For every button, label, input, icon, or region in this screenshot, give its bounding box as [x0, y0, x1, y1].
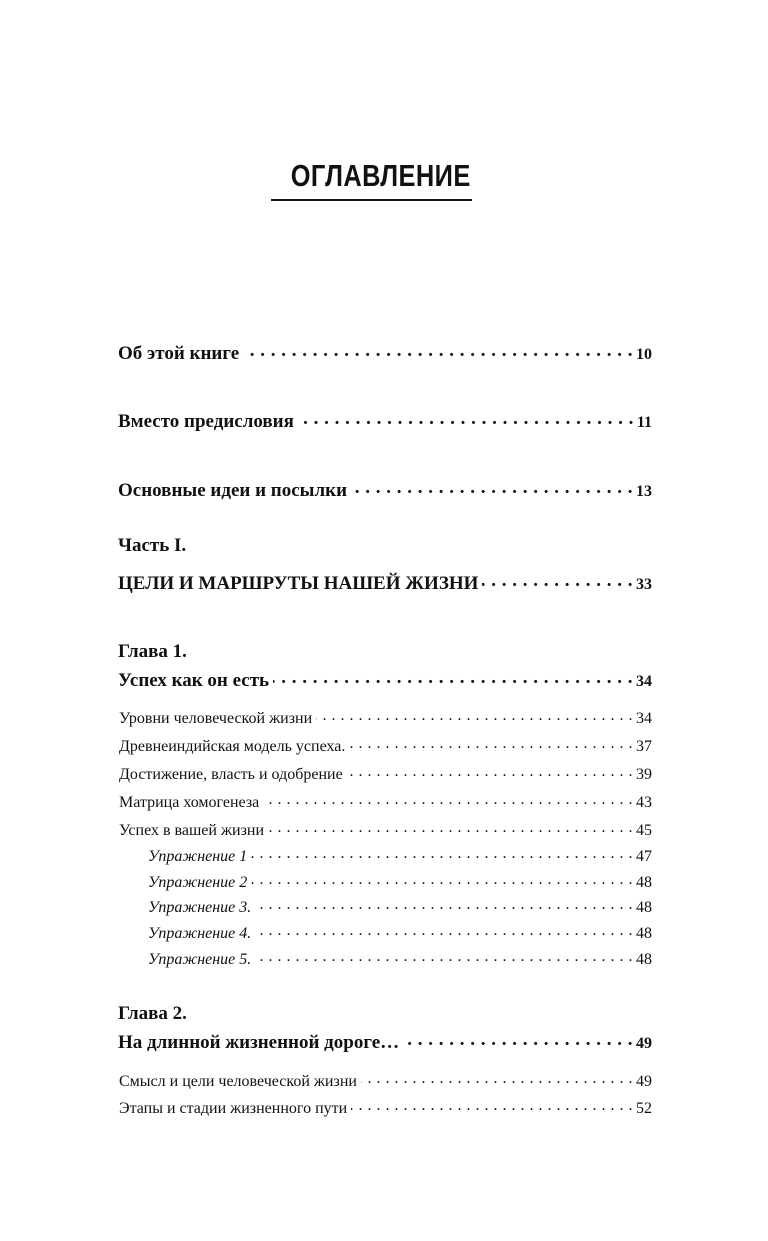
dot-leader: [243, 340, 633, 359]
toc-entry-section[interactable]: Достижение, власть и одобрение . . . 39: [118, 763, 652, 787]
dot-leader: [349, 735, 633, 751]
toc-entry-exercise[interactable]: Упражнение 1 . . . 47: [118, 845, 652, 869]
dot-leader: [347, 763, 633, 779]
toc-entry-section[interactable]: Уровни человеческой жизни . . . 34: [118, 707, 652, 731]
dot-leader: [316, 707, 633, 723]
toc-entry-section[interactable]: Этапы и стадии жизненного пути . . . 52: [118, 1097, 652, 1121]
toc-entry[interactable]: Вместо предисловия . . . 11: [118, 408, 652, 432]
chapter-heading: Глава 2.: [118, 1003, 187, 1024]
toc-entry-part[interactable]: ЦЕЛИ И МАРШРУТЫ НАШЕЙ ЖИЗНИ . . . 33: [118, 570, 652, 594]
dot-leader: [482, 570, 633, 589]
part-heading: Часть I.: [118, 535, 187, 556]
dot-leader: [268, 819, 633, 835]
dot-leader: [255, 896, 633, 912]
toc-entry-exercise[interactable]: Упражнение 2 . . . 48: [118, 871, 652, 895]
toc-entry-exercise[interactable]: Упражнение 3. . . . 48: [118, 896, 652, 920]
title-underline: [271, 199, 472, 201]
toc-entry-exercise[interactable]: Упражнение 4. . . . 48: [118, 922, 652, 946]
chapter-heading: Глава 1.: [118, 641, 187, 662]
dot-leader: [263, 791, 633, 807]
dot-leader: [255, 948, 633, 964]
page-title: ОГЛАВЛЕНИЕ: [290, 158, 471, 193]
dot-leader: [251, 845, 633, 861]
dot-leader: [298, 408, 634, 427]
toc-entry-section[interactable]: Смысл и цели человеческой жизни . . . 49: [118, 1070, 652, 1094]
dot-leader: [403, 1029, 633, 1048]
toc-entry-exercise[interactable]: Упражнение 5. . . . 48: [118, 948, 652, 972]
dot-leader: [361, 1070, 633, 1086]
toc-entry-chapter[interactable]: Успех как он есть . . . 34: [118, 667, 652, 691]
dot-leader: [351, 477, 633, 496]
toc-entry[interactable]: Об этой книге . . . 10: [118, 340, 652, 364]
toc-entry-section[interactable]: Матрица хомогенеза . . . 43: [118, 791, 652, 815]
dot-leader: [351, 1097, 633, 1113]
toc-entry-section[interactable]: Древнеиндийская модель успеха. . . . 37: [118, 735, 652, 759]
dot-leader: [255, 922, 633, 938]
dot-leader: [273, 667, 633, 686]
toc-entry[interactable]: Основные идеи и посылки . . . 13: [118, 477, 652, 501]
toc-entry-chapter[interactable]: На длинной жизненной дороге… . . . 49: [118, 1029, 652, 1053]
toc-entry-section[interactable]: Успех в вашей жизни . . . 45: [118, 819, 652, 843]
dot-leader: [251, 871, 633, 887]
